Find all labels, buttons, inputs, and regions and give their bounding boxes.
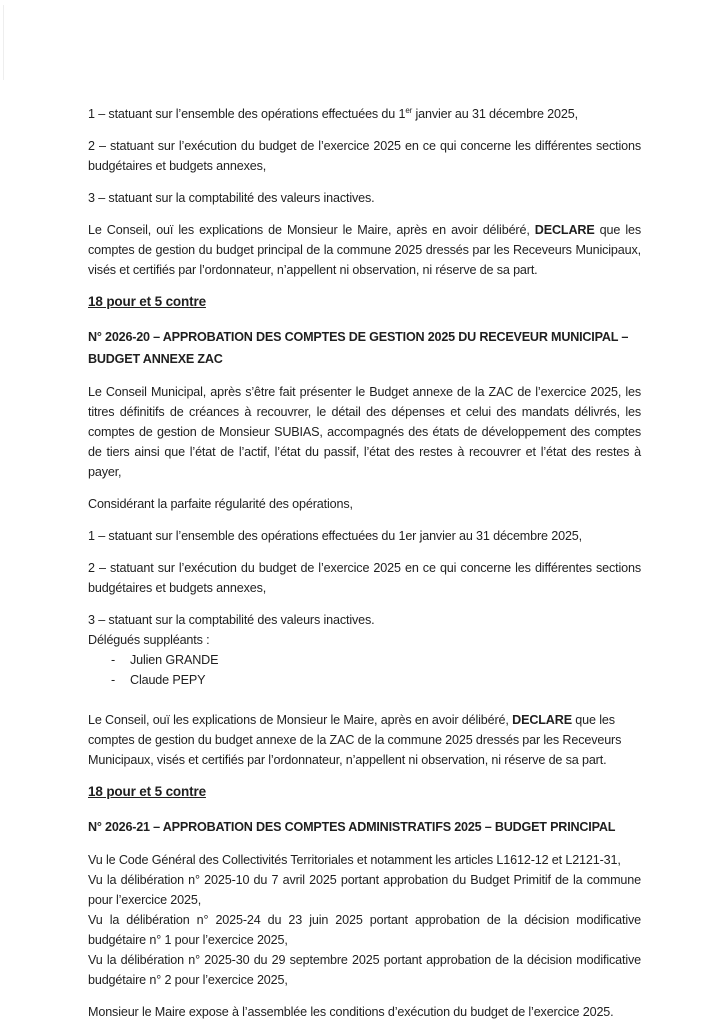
section-2026-20 — [88, 326, 641, 802]
delegate-item: - Claude PEPY — [88, 670, 641, 690]
section-intro: Le Conseil Municipal, après s’être fait présenter le Budget annexe de la ZAC de l’exercice 2025, les titres définitifs de créances à recouvrer, le détail des dépenses et celui des mandats délivrés, les comptes de gestion de Monsieur SUBIAS, accompagnés des états de développement des comptes de tiers ainsi que l’état de l’actif, l’état du passif, l’état des restes à recouvrer et l’état des restes à payer, — [88, 385, 641, 479]
document-page — [88, 104, 641, 1034]
legal-reference: Vu le Code Général des Collectivités Territoriales et notamment les articles L1612-12 et L2121-31, — [88, 853, 621, 867]
council-declaration: Le Conseil, ouï les explications de Monsieur le Maire, après en avoir délibéré, DECLARE que les comptes de gestion du budget annexe de la ZAC de la commune 2025 dressés par les Receveurs Municipaux, visés et certifiés par l’ordonnateur, n’appellent ni observation, ni réserve de sa part. — [88, 713, 622, 767]
section-heading: N° 2026-21 – APPROBATION DES COMPTES ADMINISTRATIFS 2025 – BUDGET PRINCIPAL — [88, 820, 616, 834]
statement-item-1: 1 – statuant sur l’ensemble des opérations effectuées du 1er janvier au 31 décembre 2025, — [88, 105, 578, 121]
statement-item-1: 1 – statuant sur l’ensemble des opérations effectuées du 1er janvier au 31 décembre 2025, — [88, 529, 583, 543]
delegates-label: Délégués suppléants : — [88, 633, 210, 647]
vote-result: 18 pour et 5 contre — [88, 784, 206, 799]
mayor-statement: Monsieur le Maire expose à l’assemblée les conditions d’exécution du budget de l’exercice 2025. — [88, 1005, 614, 1019]
council-declaration: Le Conseil, ouï les explications de Monsieur le Maire, après en avoir délibéré, DECLARE que les comptes de gestion du budget principal de la commune 2025 dressés par les Receveurs Municipaux, visés et certifiés par l’ordonnateur, n’appellent ni observation, ni réserve de sa part. — [88, 223, 641, 277]
legal-reference: Vu la délibération n° 2025-30 du 29 septembre 2025 portant approbation de la décision modificative budgétaire n° 2 pour l’exercice 2025, — [88, 953, 641, 987]
delegates-list — [88, 650, 641, 690]
scan-edge-mark — [3, 5, 4, 80]
delegate-item: - Julien GRANDE — [88, 650, 641, 670]
bullet-dash-icon: - — [111, 653, 116, 667]
section-2026-21 — [88, 816, 641, 1022]
bullet-dash-icon: - — [111, 673, 116, 687]
vote-result: 18 pour et 5 contre — [88, 294, 206, 309]
section-previous-continuation — [88, 104, 641, 312]
spacer — [88, 990, 641, 1002]
legal-reference: Vu la délibération n° 2025-24 du 23 juin 2025 portant approbation de la décision modificative budgétaire n° 1 pour l’exercice 2025, — [88, 913, 641, 947]
legal-reference: Vu la délibération n° 2025-10 du 7 avril 2025 portant approbation du Budget Primitif de la commune pour l’exercice 2025, — [88, 873, 641, 907]
section-heading: N° 2026-20 – APPROBATION DES COMPTES DE GESTION 2025 DU RECEVEUR MUNICIPAL – BUDGET ANNEXE ZAC — [88, 330, 629, 366]
considering-line: Considérant la parfaite régularité des opérations, — [88, 497, 353, 511]
statement-item-3: 3 – statuant sur la comptabilité des valeurs inactives. — [88, 191, 375, 205]
statement-item-3: 3 – statuant sur la comptabilité des valeurs inactives. — [88, 613, 375, 627]
statement-item-2: 2 – statuant sur l’exécution du budget de l’exercice 2025 en ce qui concerne les différentes sections budgétaires et budgets annexes, — [88, 561, 641, 595]
statement-item-2: 2 – statuant sur l’exécution du budget de l’exercice 2025 en ce qui concerne les différentes sections budgétaires et budgets annexes, — [88, 139, 641, 173]
